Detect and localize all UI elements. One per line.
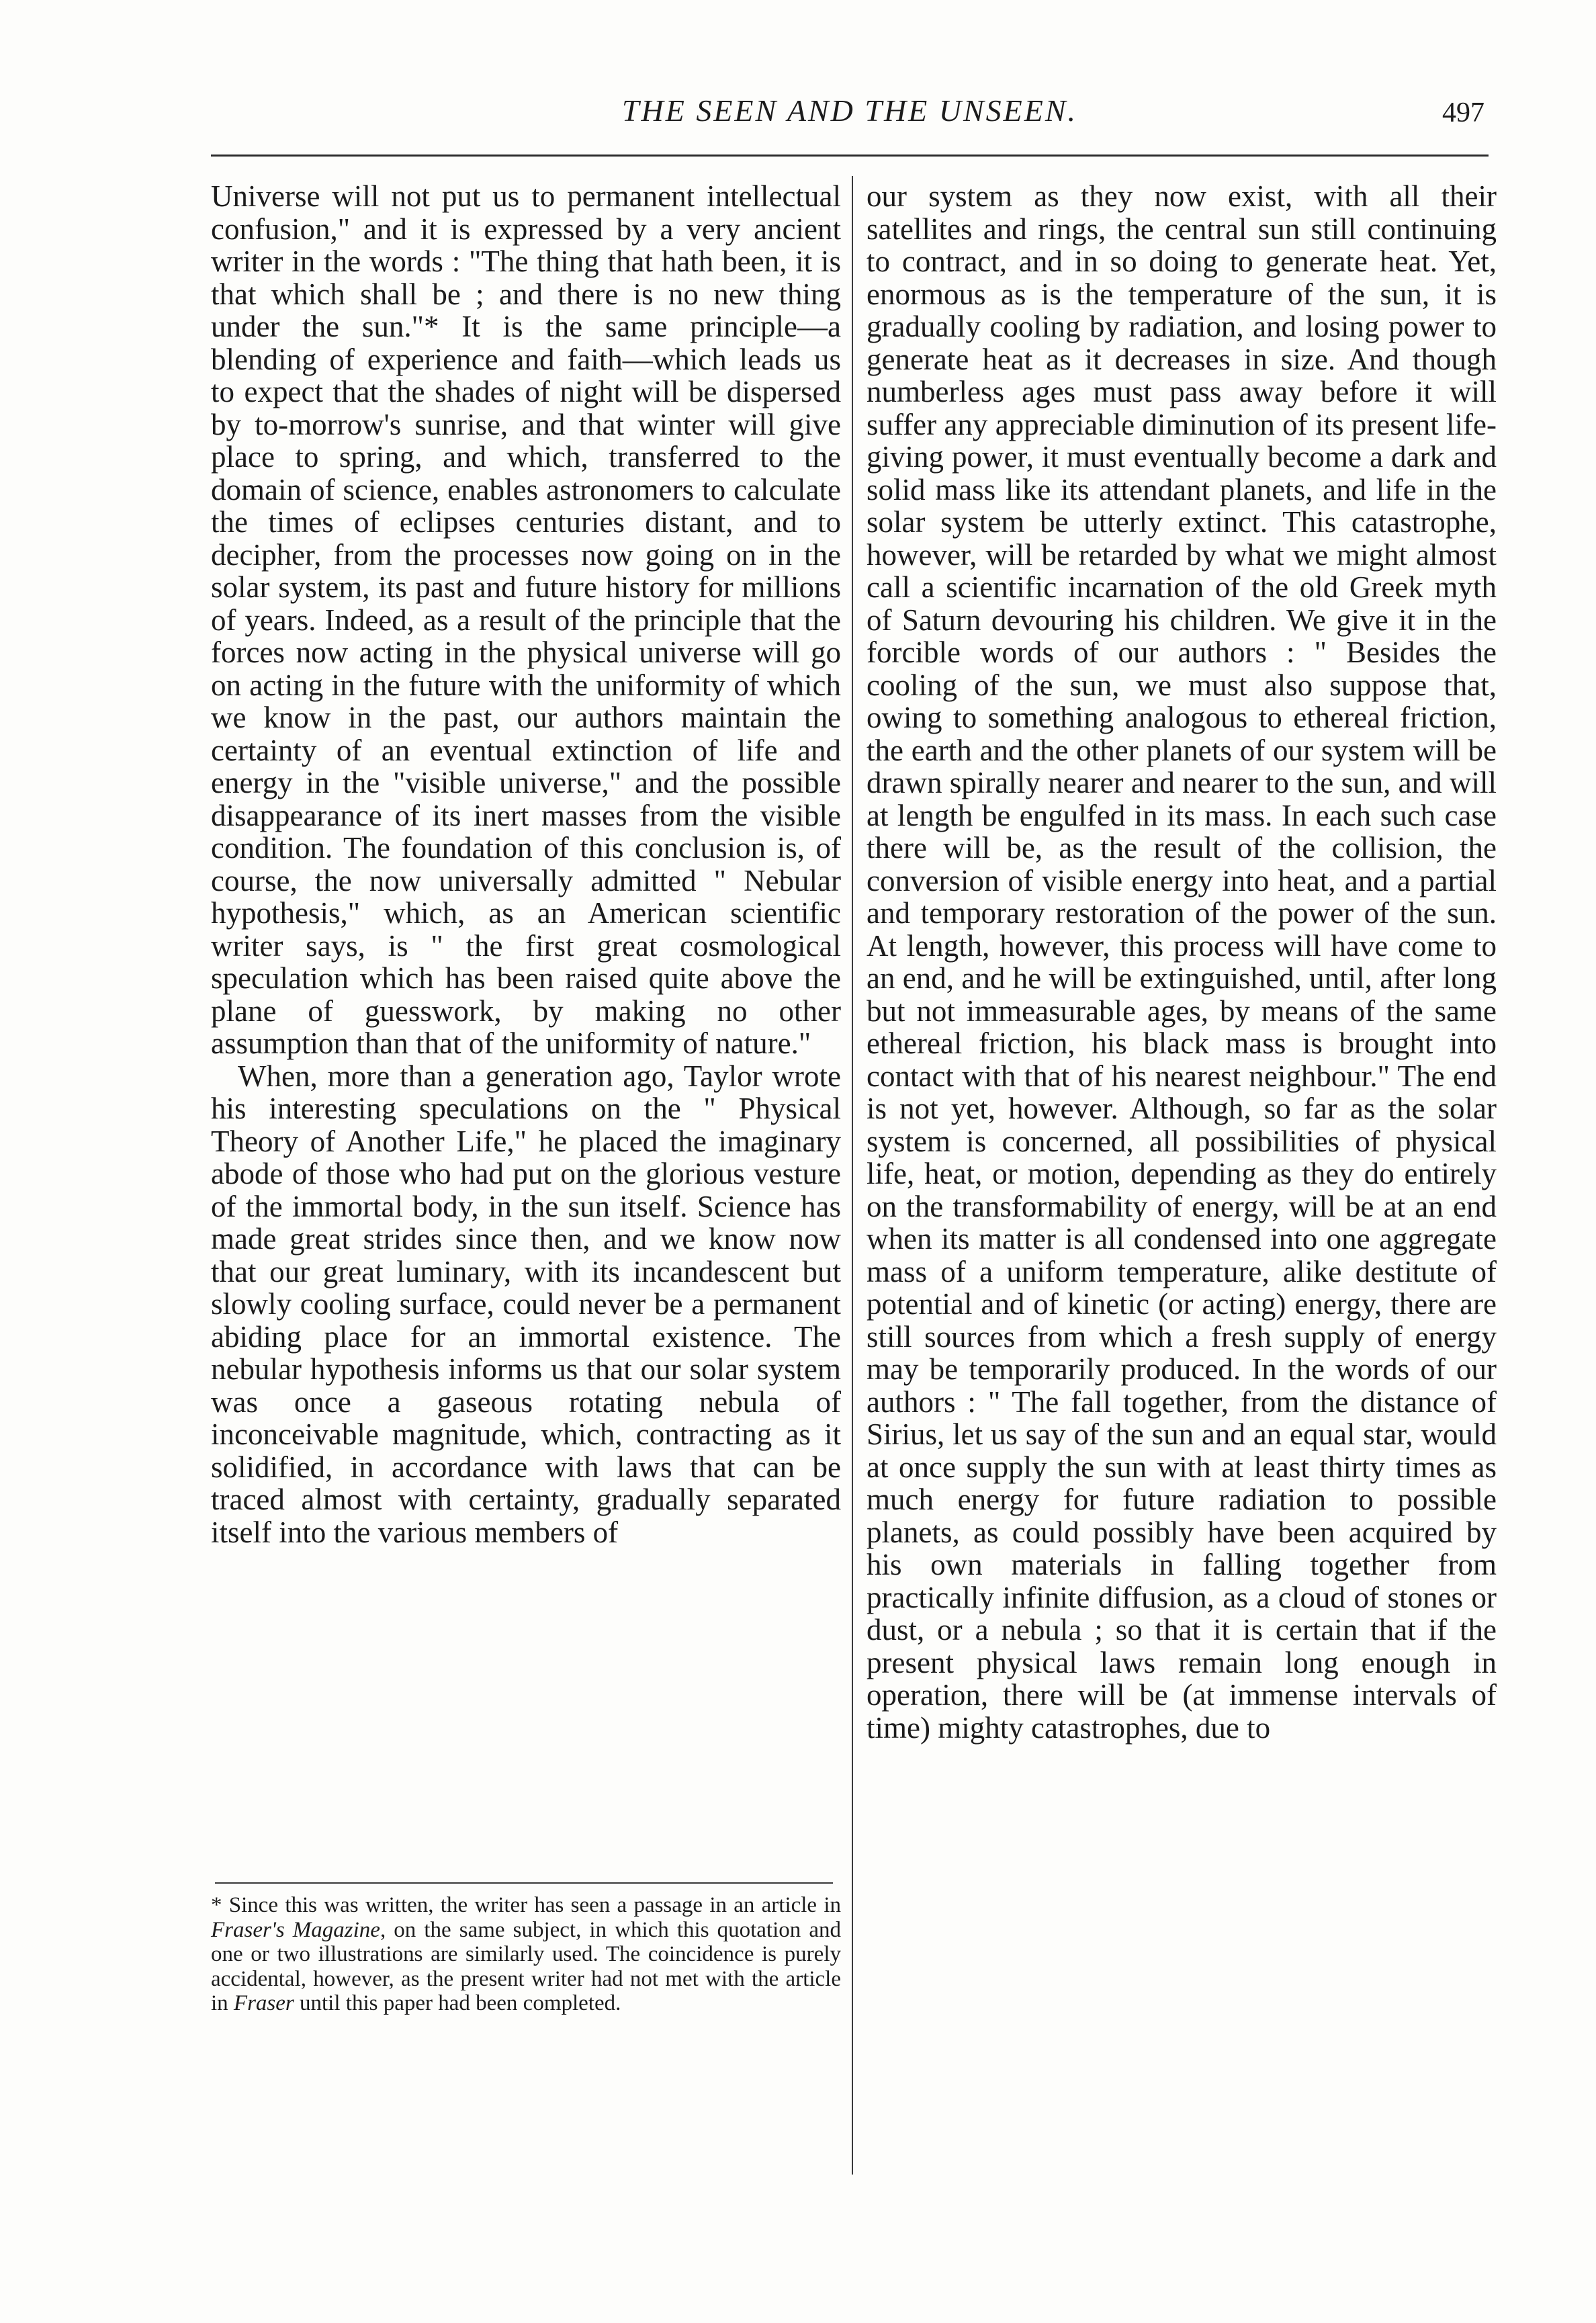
- running-title: THE SEEN AND THE UNSEEN.: [621, 93, 1078, 128]
- paragraph: our system as they now exist, with all their satellites and rings, the central sun still continuing to contract, and in so doing to generate heat. Yet, enormous as is the temperature of the sun, it is gradually cooling by radiation, and losing power to generate heat as it decreases in size. And though numberless ages must pass away before it will suffer any appreciable diminution of its present life-giving power, it must eventually become a dark and solid mass like its attendant planets, and life in the solar system be utterly extinct. This catastrophe, however, will be retarded by what we might almost call a scientific incarnation of the old Greek myth of Saturn devouring his children. We give it in the forcible words of our authors : " Besides the cooling of the sun, we must also suppose that, owing to something analogous to ethereal friction, the earth and the other planets of our system will be drawn spirally nearer and nearer to the sun, and will at length be engulfed in its mass. In each such case there will be, as the result of the collision, the conversion of visible energy into heat, and a partial and temporary restoration of the power of the sun. At length, however, this process will have come to an end, and he will be extinguished, until, after long but not immeasurable ages, by means of the same ethereal friction, his black mass is brought into contact with that of his nearest neighbour." The end is not yet, however. Although, so far as the solar system is concerned, all possibilities of physical life, heat, or motion, depending as they do entirely on the transformability of energy, will be at an end when its matter is all condensed into one aggregate mass of a uniform temperature, alike destitute of potential and of kinetic (or acting) energy, there are still sources from which a fresh supply of energy may be temporarily produced. In the words of our authors : " The fall together, from the distance of Sirius, let us say of the sun and an equal star, would at once supply the sun with at least thirty times as much energy for future radiation to possible planets, as could possibly have been acquired by his own materials in falling together from practically infinite diffusion, as a cloud of stones or dust, or a nebula ; so that it is certain that if the present physical laws remain long enough in operation, there will be (at immense intervals of time) mighty catastrophes, due to: [867, 179, 1497, 1745]
- footnote-journal-short: Fraser: [233, 1991, 294, 2015]
- right-column: [867, 180, 1497, 2168]
- header-rule: [211, 155, 1489, 157]
- column-divider: [852, 176, 853, 2175]
- footnote: [211, 1893, 841, 2016]
- footnote-journal-title: Fraser's Magazine: [211, 1917, 380, 1942]
- footnote-text: , on the same subject, in which this quotation and one or two illustrations are similarly used. The coincidence is purely accidental, however, as the present writer had not met with the article in: [211, 1917, 841, 2015]
- paragraph: When, more than a generation ago, Taylor wrote his interesting speculations on the " Physical Theory of Another Life," he placed the imaginary abode of those who had put on the glorious vesture of the immortal body, in the sun itself. Science has made great strides since then, and we know now that our great luminary, with its incandescent but slowly cooling surface, could never be a permanent abiding place for an immortal existence. The nebular hypothesis informs us that our solar system was once a gaseous rotating nebula of inconceivable magnitude, which, contracting as it solidified, in accordance with laws that can be traced almost with certainty, gradually separated itself into the various members of: [211, 1059, 841, 1549]
- footnote-text: * Since this was written, the writer has seen a passage in an article in: [211, 1893, 841, 1917]
- page-number: 497: [1442, 97, 1484, 128]
- footnote-rule: [215, 1882, 833, 1884]
- paragraph: Universe will not put us to permanent intellectual confusion," and it is expressed by a very ancient writer in the words : "The thing that hath been, it is that which shall be ; and there is no new thing under the sun."* It is the same principle—a blending of experience and faith—which leads us to expect that the shades of night will be dispersed by to-morrow's sunrise, and that winter will give place to spring, and which, transferred to the domain of science, enables astronomers to calculate the times of eclipses centuries distant, and to decipher, from the processes now going on in the solar system, its past and future history for millions of years. Indeed, as a result of the principle that the forces now acting in the physical universe will go on acting in the future with the uniformity of which we know in the past, our authors maintain the certainty of an eventual extinction of life and energy in the "visible universe," and the possible disappearance of its inert masses from the visible condition. The foundation of this conclusion is, of course, the now universally admitted " Nebular hypothesis," which, as an American scientific writer says, is " the first great cosmological speculation which has been raised quite above the plane of guesswork, by making no other assumption than that of the uniformity of nature.": [211, 179, 841, 1060]
- running-header: [211, 86, 1489, 140]
- left-column: [211, 180, 841, 1873]
- footnote-text: until this paper had been completed.: [294, 1991, 621, 2015]
